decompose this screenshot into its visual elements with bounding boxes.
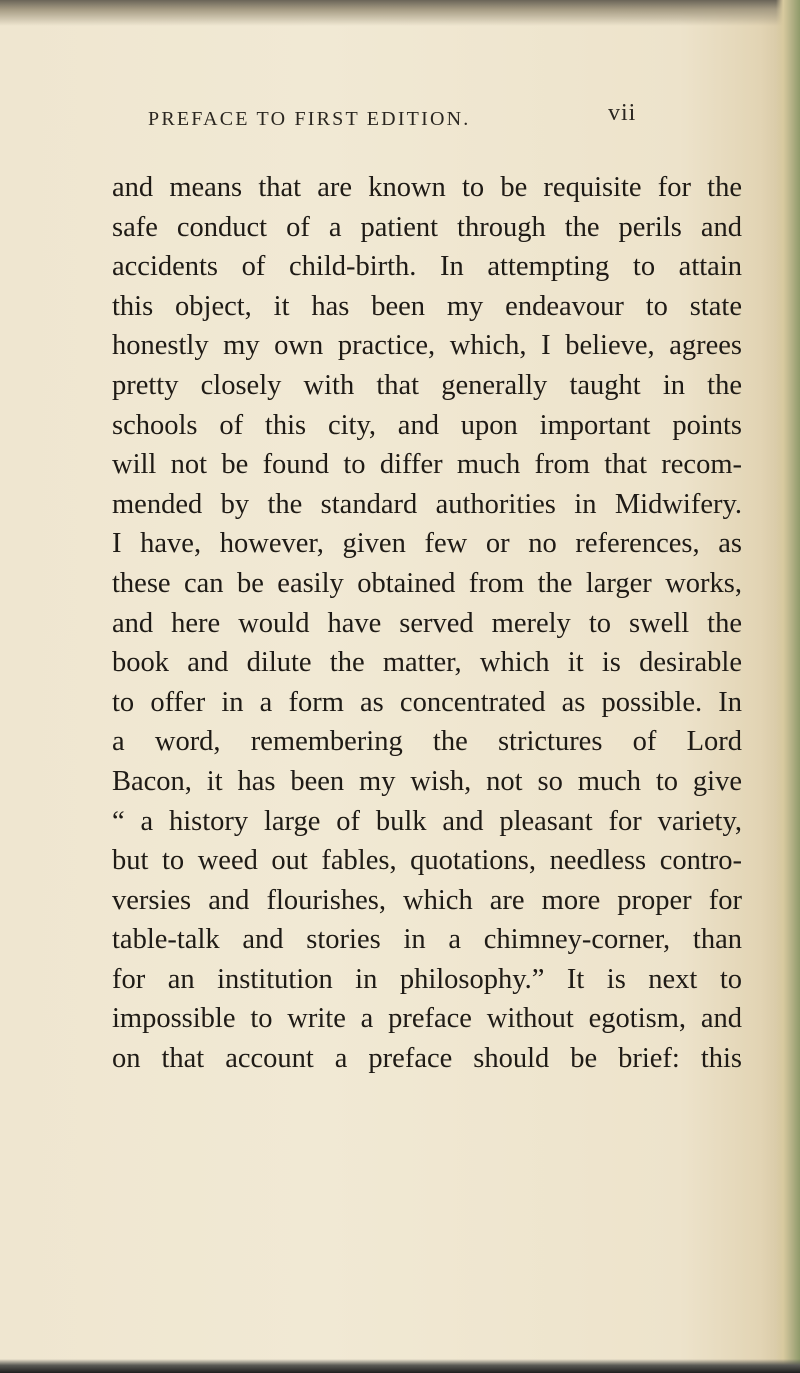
running-head-title: PREFACE TO FIRST EDITION.: [148, 108, 471, 130]
text-line: honestly my own practice, which, I believe, agrees: [112, 330, 742, 362]
text-line: table-talk and stories in a chimney-corner, than: [112, 924, 742, 956]
text-line: impossible to write a preface without egotism, and: [112, 1003, 742, 1035]
page-binding-edge: [776, 0, 800, 1373]
text-line: and means that are known to be requisite for the: [112, 172, 742, 203]
text-line: book and dilute the matter, which it is desirable: [112, 647, 742, 679]
text-line: these can be easily obtained from the larger works,: [112, 567, 742, 599]
text-line: this object, it has been my endeavour to state: [112, 290, 742, 322]
text-line: schools of this city, and upon important points: [112, 409, 742, 441]
text-line: and here would have served merely to swell the: [112, 607, 742, 639]
text-line: safe conduct of a patient through the perils and: [112, 211, 742, 243]
text-line: versies and flourishes, which are more proper for: [112, 884, 742, 916]
body-text: [112, 168, 742, 1079]
text-line: will not be found to differ much from that recom-: [112, 449, 742, 481]
page-top-shadow: [0, 0, 800, 26]
text-line: pretty closely with that generally taught in the: [112, 369, 742, 401]
text-line: for an institution in philosophy.” It is next to: [112, 963, 742, 995]
text-line: a word, remembering the strictures of Lord: [112, 726, 742, 758]
text-line: mended by the standard authorities in Midwifery.: [112, 488, 742, 520]
page-bottom-edge: [0, 1359, 800, 1373]
text-line: Bacon, it has been my wish, not so much to give: [112, 765, 742, 797]
text-line: to offer in a form as concentrated as possible. In: [112, 686, 742, 718]
text-line: “ a history large of bulk and pleasant for variety,: [112, 805, 742, 837]
page-number: vii: [608, 100, 637, 126]
text-line: but to weed out fables, quotations, needless contro-: [112, 845, 742, 877]
text-line: accidents of child-birth. In attempting to attain: [112, 251, 742, 283]
text-line: I have, however, given few or no references, as: [112, 528, 742, 560]
text-line: on that account a preface should be brief: this: [112, 1043, 742, 1075]
